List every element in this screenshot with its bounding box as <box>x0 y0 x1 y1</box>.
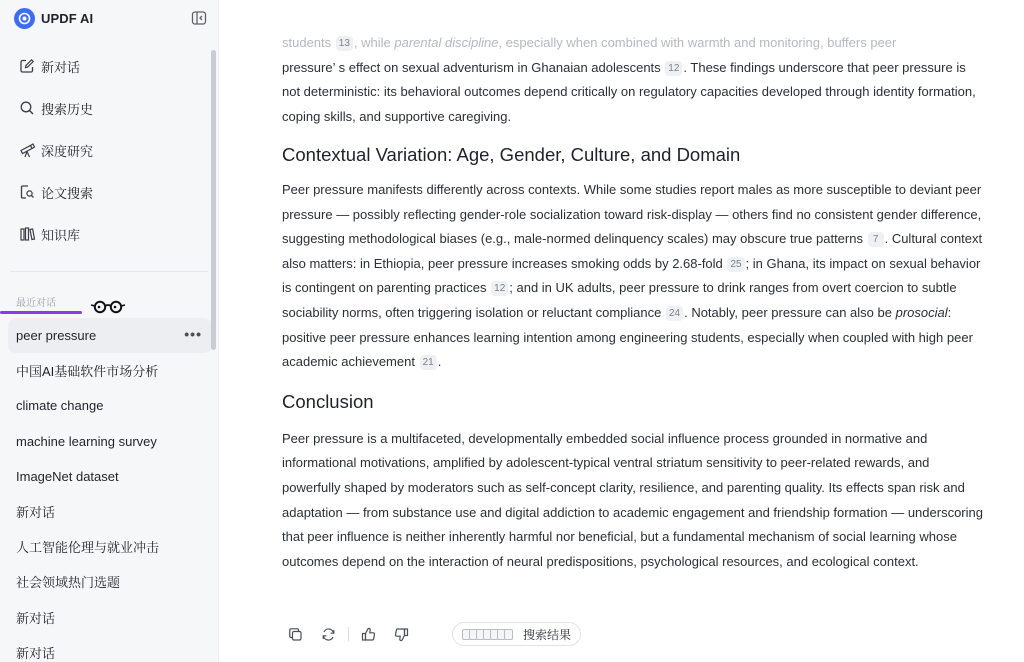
history-item[interactable] <box>8 424 212 459</box>
history-item-label: 新对话 <box>16 505 56 521</box>
nav-label: 论文搜索 <box>41 185 94 201</box>
assistant-answer <box>282 31 986 574</box>
text-run: , while <box>353 35 395 50</box>
history-item[interactable] <box>8 388 212 423</box>
thumbs-up-icon[interactable] <box>355 621 381 647</box>
citation-badge[interactable]: 25 <box>727 257 744 272</box>
text-run: , especially when combined with warmth and monitoring, buffers peer <box>498 35 897 50</box>
history-item-label: 人工智能伦理与就业冲击 <box>16 540 160 556</box>
copy-icon[interactable] <box>282 621 308 647</box>
sidebar-divider <box>10 271 208 272</box>
answer-paragraph <box>282 31 986 129</box>
collapse-sidebar-icon[interactable] <box>191 10 207 26</box>
regenerate-icon[interactable] <box>315 621 341 647</box>
nav-label: 知识库 <box>41 227 81 243</box>
action-separator <box>348 627 349 641</box>
emphasis: prosocial <box>895 304 948 320</box>
history-item[interactable] <box>8 635 212 662</box>
history-item[interactable] <box>8 600 212 635</box>
emphasis: parental discipline <box>394 35 499 50</box>
text-run: ; in Ghana, its impact on sexual behavior is contingent on parenting practices <box>282 255 981 296</box>
search-results-label: 搜索结果 <box>523 627 572 642</box>
answer-paragraph <box>282 178 986 375</box>
search-results-button[interactable] <box>452 622 581 646</box>
text-run: ; and in UK adults, peer pressure to drink ranges from overt coercion to subtle sociability norms, often triggering isolation or reluctant compliance <box>282 280 957 320</box>
faded-text <box>282 35 896 50</box>
recent-chats-label: 最近对话 <box>16 298 56 309</box>
updf-logo-icon <box>14 8 35 29</box>
answer-actions <box>282 621 581 647</box>
chat-history-list <box>8 318 212 662</box>
citation-badge[interactable]: 7 <box>868 232 884 247</box>
citation-badge[interactable]: 12 <box>491 281 508 296</box>
new-chat-icon <box>18 57 36 75</box>
section-heading: Contextual Variation: Age, Gender, Culture, and Domain <box>282 144 741 165</box>
answer-paragraph: Peer pressure is a multifaceted, developmentally embedded social influence process grounded in normative and informational motivations, amplified by adolescent-typical ventral striatum sensitivity to peer-related rewards, and powerfully shaped by moderators such as self-concept clarity, resilience, and parenting quality. Its effects span risk and adaptation — from substance use and digital addiction to academic engagement and friendship formation — underscoring that peer influence is neither inherently harmful nor beneficial, but a fundamental mechanism of social learning whose outcomes depend on the interaction of neural predispositions, psychological resources, and ecological context. <box>282 430 983 569</box>
text-run: pressure’ s effect on sexual adventurism in Ghanaian adolescents <box>282 59 665 75</box>
history-item[interactable] <box>8 564 212 599</box>
history-item[interactable] <box>8 529 212 564</box>
nav-label: 搜索历史 <box>41 101 94 117</box>
thumbs-down-icon[interactable] <box>388 621 414 647</box>
nav-paper-search[interactable] <box>0 171 210 213</box>
citation-badge[interactable]: 12 <box>665 61 682 76</box>
history-item-label: 新对话 <box>16 645 56 661</box>
text-run: . These findings underscore that peer pressure is not deterministic: its behavioral outcomes depend critically on regulatory capacities developed through identity formation, coping skills, and supportive caregiving. <box>282 59 976 124</box>
history-item-label: climate change <box>16 398 104 414</box>
nav-deep-research[interactable] <box>0 129 210 171</box>
nav-knowledge-base[interactable] <box>0 213 210 255</box>
search-icon <box>18 99 36 117</box>
text-run: students <box>282 35 332 50</box>
history-item-label: 社会领域热门选题 <box>16 575 121 591</box>
brand[interactable] <box>14 7 93 29</box>
sidebar <box>0 0 219 662</box>
history-item-label: 新对话 <box>16 610 56 626</box>
history-item[interactable] <box>8 459 212 494</box>
history-item[interactable] <box>8 494 212 529</box>
text-run: . Cultural context also matters: in Ethiopia, peer pressure increases smoking odds by 2.68-fold <box>282 231 983 271</box>
section-heading: Conclusion <box>282 390 374 412</box>
nav-search-history[interactable] <box>0 87 210 129</box>
chat-main <box>220 0 1024 662</box>
app-name: UPDF AI <box>41 10 94 26</box>
glasses-icon <box>90 300 128 314</box>
sidebar-scrollbar[interactable] <box>211 50 216 350</box>
text-run: . Notably, peer pressure can also be <box>684 304 896 320</box>
citation-badge[interactable]: 24 <box>666 306 683 321</box>
history-item-label: peer pressure <box>16 328 97 344</box>
highlight-underline <box>0 311 82 314</box>
telescope-icon <box>18 141 36 159</box>
nav-new-chat[interactable] <box>0 45 210 87</box>
sidebar-nav <box>0 45 210 255</box>
text-run: : positive peer pressure enhances learning intention among engineering students, especially when coupled with high peer academic achievement <box>282 304 973 370</box>
history-item-label: machine learning survey <box>16 433 157 449</box>
library-icon <box>18 225 36 243</box>
more-options-icon[interactable]: ••• <box>184 326 202 342</box>
nav-label: 新对话 <box>41 59 81 75</box>
text-run: Peer pressure manifests differently across contexts. While some studies report males as more susceptible to deviant peer pressure — possibly reflecting gender-role socialization toward risk-display — others find no consistent gender difference, suggesting methodological biases (e.g., male-normed delinquency scales) may obscure true patterns <box>282 182 982 247</box>
history-item[interactable] <box>8 318 212 353</box>
text-run: . <box>437 354 442 370</box>
source-favicons-icon <box>462 629 511 640</box>
history-item-label: ImageNet dataset <box>16 468 119 484</box>
history-item-label: 中国AI基础软件市场分析 <box>16 364 159 380</box>
citation-badge[interactable]: 13 <box>336 36 353 51</box>
citation-badge[interactable]: 21 <box>420 355 437 370</box>
history-item[interactable] <box>8 353 212 388</box>
nav-label: 深度研究 <box>41 143 94 159</box>
paper-search-icon <box>18 183 36 201</box>
